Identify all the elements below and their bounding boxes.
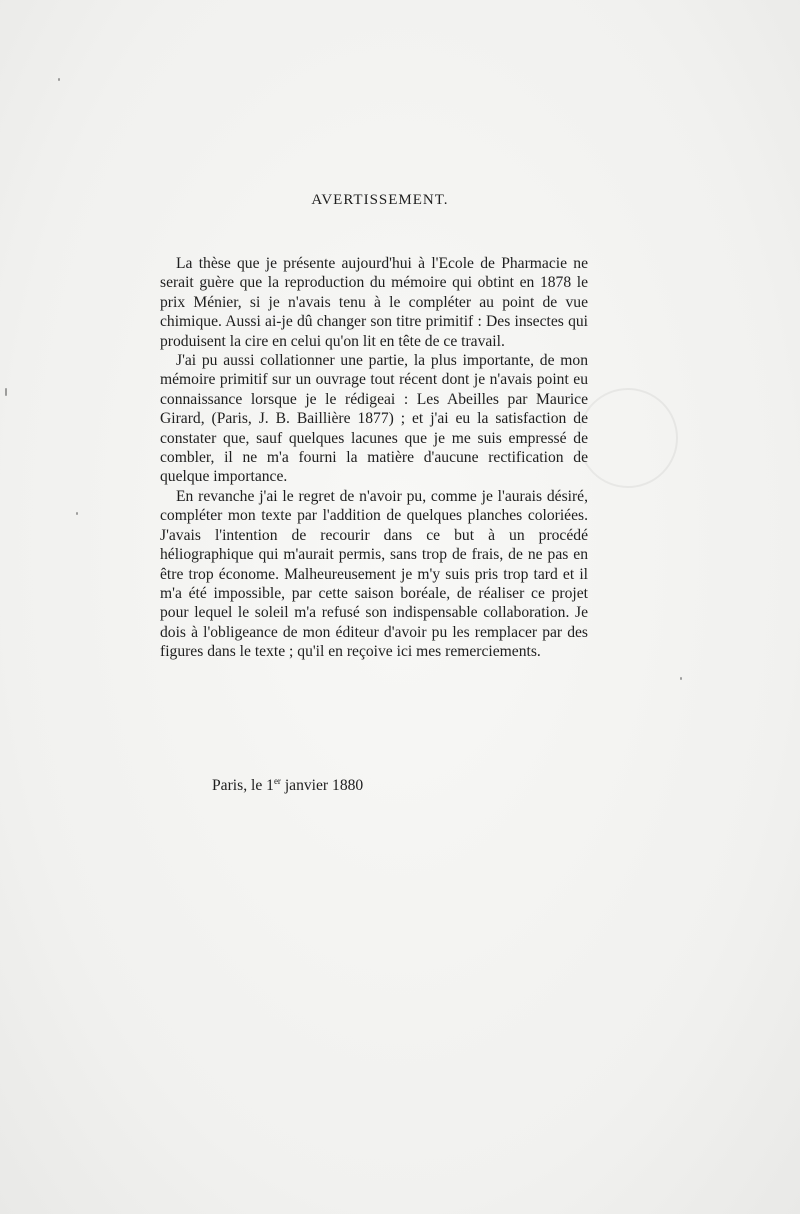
dateline-superscript: er (273, 776, 281, 786)
speck (58, 78, 60, 81)
body-text (160, 254, 588, 662)
dateline (212, 776, 363, 795)
paragraph-1: La thèse que je présente aujourd'hui à l'Ecole de Pharmacie ne serait guère que la reproduction du mémoire qui obtint en 1878 le prix Ménier, si je n'avais tenu à le compléter au point de vue chimique. Aussi ai-je dû changer son titre primitif : Des insectes qui produisent la cire en celui qu'on lit en tête de ce travail. (160, 255, 588, 350)
paragraph-3: En revanche j'ai le regret de n'avoir pu, comme je l'aurais désiré, compléter mon texte par l'addition de quelques planches coloriées. J'avais l'intention de recourir dans ce but à un procédé héliographique qui m'aurait permis, sans trop de frais, de ne pas en être trop économe. Malheureusement je m'y suis pris trop tard et il m'a été impossible, par cette saison boréale, de réaliser ce projet pour lequel le soleil m'a refusé son indispensable collaboration. Je dois à l'obligeance de mon éditeur d'avoir pu les remplacer par des figures dans le texte ; qu'il en reçoive ici mes remerciements. (160, 487, 588, 661)
dateline-suffix: janvier 1880 (280, 777, 364, 795)
page-title: AVERTISSEMENT. (311, 192, 449, 208)
dateline-prefix: Paris, le 1 (212, 777, 274, 795)
bleed-through-stamp (578, 388, 678, 488)
speck (76, 512, 78, 515)
speck (5, 388, 7, 396)
speck (680, 677, 682, 680)
paragraph-2: J'ai pu aussi collationner une partie, la plus importante, de mon mémoire primitif sur un ouvrage tout récent dont je n'avais point eu connaissance lorsque je le rédigeai : Les Abeilles par Maurice Girard, (Paris, J. B. Baillière 1877) ; et j'ai eu la satisfaction de constater que, sauf quelques lacunes que je me suis empressé de combler, il ne m'a fourni la matière d'aucune rectification de quelque importance. (160, 352, 588, 486)
